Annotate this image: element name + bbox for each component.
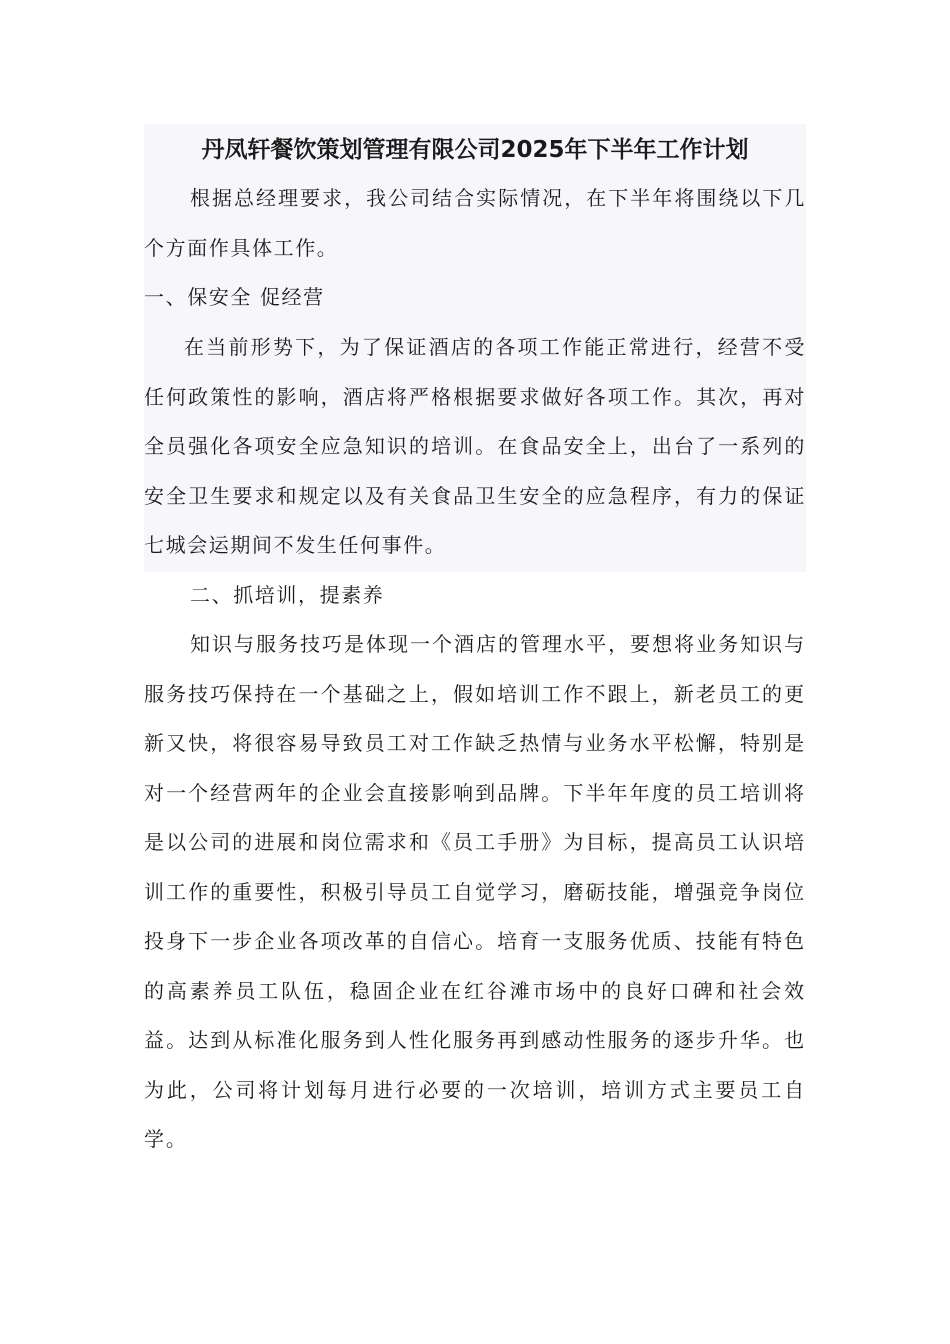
document-title: 丹凤轩餐饮策划管理有限公司2025年下半年工作计划 bbox=[201, 137, 749, 163]
section-body-training: 知识与服务技巧是体现一个酒店的管理水平，要想将业务知识与服务技巧保持在一个基础之上，假如培训工作不跟上，新老员工的更新又快，将很容易导致员工对工作缺乏热情与业务水平松懈，特别是对一个经营两年的企业会直接影响到品牌。下半年年度的员工培训将是以公司的进展和岗位需求和《员工手册》为目标，提高员工认识培训工作的重要性，积极引导员工自觉学习，磨砺技能，增强竞争岗位投身下一步企业各项改革的自信心。培育一支服务优质、技能有特色的高素养员工队伍，稳固企业在红谷滩市场中的良好口碑和社会效益。达到从标准化服务到人性化服务再到感动性服务的逐步升华。也为此，公司将计划每月进行必要的一次培训，培训方式主要员工自学。 bbox=[144, 632, 806, 1151]
intro-paragraph: 根据总经理要求，我公司结合实际情况，在下半年将围绕以下几个方面作具体工作。 bbox=[144, 186, 806, 260]
section-body-safety: 在当前形势下，为了保证酒店的各项工作能正常进行，经营不受任何政策性的影响，酒店将严格根据要求做好各项工作。其次，再对全员强化各项安全应急知识的培训。在食品安全上，出台了一系列的安全卫生要求和规定以及有关食品卫生安全的应急程序，有力的保证七城会运期间不发生任何事件。 bbox=[144, 335, 806, 557]
section-heading-safety: 一、保安全 促经营 bbox=[144, 285, 325, 309]
section-heading-training: 二、抓培训，提素养 bbox=[190, 583, 385, 607]
